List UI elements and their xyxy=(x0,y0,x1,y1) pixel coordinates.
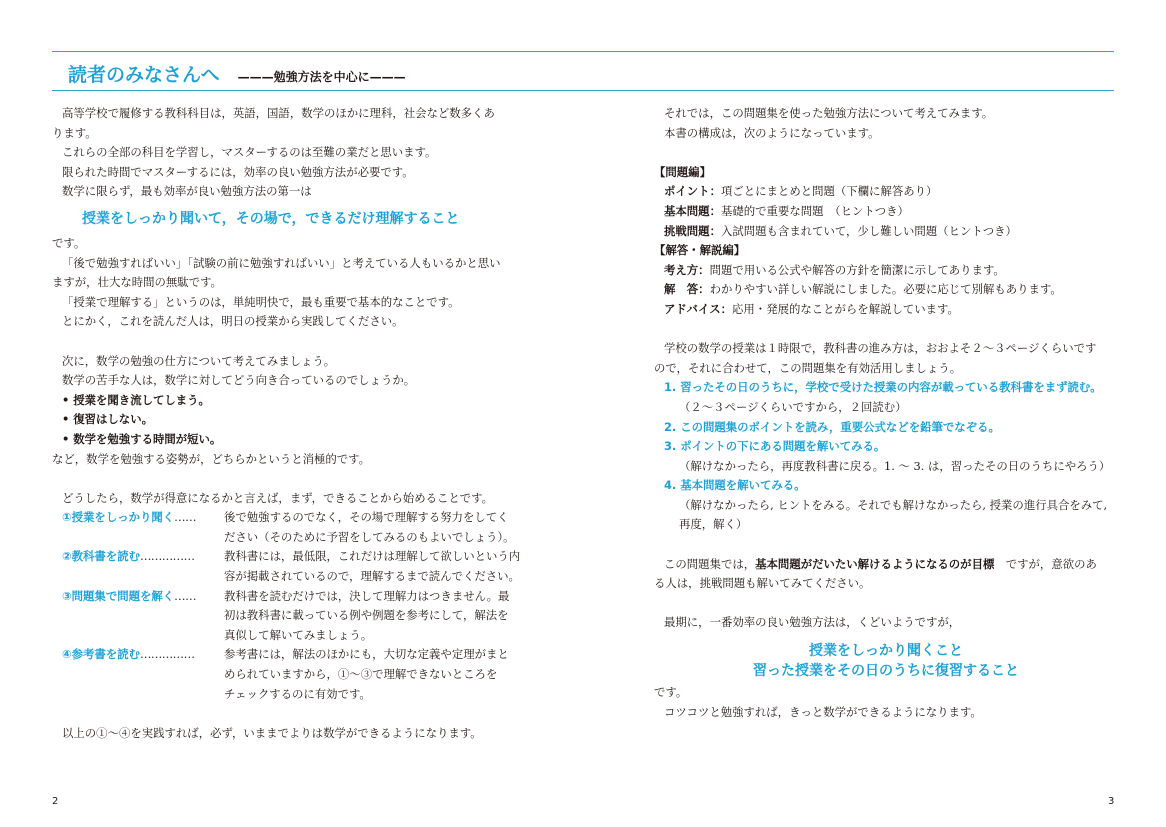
leader-dots: …… xyxy=(174,588,196,603)
study-step-text: ださい（そのために予習をしてみるのもよいでしょう）。 xyxy=(224,529,515,544)
paragraph-line: それでは，この問題集を使った勉強方法について考えてみます。 xyxy=(664,106,994,120)
bullet-item: • 復習はしない。 xyxy=(62,412,153,427)
study-step-text: チェックするのに有効です。 xyxy=(224,686,371,701)
paragraph-line: これらの全部の科目を学習し，マスターするのは至難の業だと思います。 xyxy=(62,145,437,160)
paragraph-line: 高等学校で履修する教科科目は，英語，国語，数学のほかに理科，社会など数多くあ xyxy=(62,106,495,120)
paragraph-line: 数学の苦手な人は，数学に対してどう向き合っているのでしょうか。 xyxy=(62,373,416,388)
highlight-line: 授業をしっかり聞くこと xyxy=(809,643,963,660)
study-step xyxy=(52,587,514,646)
study-step xyxy=(52,508,514,547)
paragraph-line: 本書の構成は，次のようになっています。 xyxy=(664,125,880,140)
structure-desc: 基礎的で重要な問題 （ヒントつき） xyxy=(720,203,909,218)
page-header xyxy=(68,60,406,86)
page-title: 読者のみなさんへ xyxy=(68,64,220,86)
paragraph-line: 限られた時間でマスターするには，効率の良い勉強方法が必要です。 xyxy=(62,164,414,179)
paragraph-line: 以上の①〜④を実践すれば，必ず，いままでよりは数学ができるようになります。 xyxy=(62,725,482,740)
paragraph-line: ますが，壮大な時間の無駄です。 xyxy=(52,275,222,290)
structure-item xyxy=(654,261,1118,281)
usage-step-note: （２〜３ページくらいですから，２回読む） xyxy=(679,399,907,414)
paragraph-line xyxy=(654,555,1118,575)
structure-item xyxy=(654,222,1118,242)
right-column xyxy=(654,104,1118,722)
structure-desc: 項ごとにまとめと問題（下欄に解答あり） xyxy=(720,184,938,199)
paragraph-line: 次に，数学の勉強の仕方について考えてみましょう。 xyxy=(62,353,336,368)
bullet-item: • 数学を勉強する時間が短い。 xyxy=(62,431,222,446)
paragraph-line: とにかく，これを読んだ人は，明日の授業から実践してください。 xyxy=(62,314,404,329)
paragraph-line: コツコツと勉強すれば，きっと数学ができるようになります。 xyxy=(664,704,982,719)
page-number-left: 2 xyxy=(52,796,59,807)
structure-item xyxy=(654,280,1118,300)
structure-desc: 入試問題も含まれていて，少し難しい問題（ヒントつき） xyxy=(720,223,1017,238)
study-step-label: ①授業をしっかり聞く xyxy=(62,510,175,525)
structure-term: ポイント： xyxy=(664,184,721,199)
structure-item xyxy=(654,182,1118,202)
usage-step: 3. ポイントの下にある問題を解いてみる。 xyxy=(664,439,886,454)
key-point-highlight: 授業をしっかり聞いて，その場で，できるだけ理解すること xyxy=(82,210,460,227)
goal-post: ですが，意欲のあ xyxy=(994,556,1097,571)
study-step-label: ③問題集で問題を解く xyxy=(62,588,175,603)
paragraph-line: など，数学を勉強する姿勢が，どちらかというと消極的です。 xyxy=(52,451,371,466)
paragraph-line: ので，それに合わせて，この問題集を有効活用しましょう。 xyxy=(654,360,962,375)
highlight-line: 習った授業をその日のうちに復習すること xyxy=(753,663,1019,680)
paragraph-line: る人は，挑戦問題も解いてみてください。 xyxy=(654,576,871,591)
header-bottom-rule xyxy=(52,90,1114,91)
study-step xyxy=(52,547,521,586)
left-column xyxy=(52,104,521,743)
paragraph-line: 最期に，一番効率の良い勉強方法は，くどいようですが， xyxy=(664,615,961,630)
study-step-label: ②教科書を読む xyxy=(62,549,140,564)
paragraph-line: 数学に限らず，最も効率が良い勉強方法の第一は xyxy=(62,184,312,199)
paragraph-line: 「後で勉強すればいい」「試験の前に勉強すればいい」と考えている人もいるかと思い xyxy=(62,255,501,270)
paragraph-line: 学校の数学の授業は１時限で，教科書の進み方は，おおよそ２〜３ページくらいです xyxy=(664,341,1097,356)
structure-desc: 問題で用いる公式や解答の方針を簡潔に示してあります。 xyxy=(709,262,1005,277)
study-step-text: 初は教科書に載っている例や例題を参考にして，解法を xyxy=(224,608,509,623)
paragraph-line: どうしたら，数学が得意になるかと言えば，まず，できることから始めることです。 xyxy=(62,490,494,505)
structure-desc: 応用・発展的なことがらを解説しています。 xyxy=(732,301,959,316)
usage-step: 1. 習ったその日のうちに，学校で受けた授業の内容が載っている教科書をまず読む。 xyxy=(664,380,1102,395)
study-step xyxy=(52,645,514,704)
structure-item xyxy=(654,300,1118,320)
paragraph-line: です。 xyxy=(654,685,688,700)
structure-desc: わかりやすい詳しい解説にしました。必要に応じて別解もあります。 xyxy=(709,282,1062,297)
goal-emphasis: 基本問題がだいたい解けるようになるのが目標 xyxy=(755,556,995,571)
page-subtitle: ———勉強方法を中心に——— xyxy=(237,70,406,84)
paragraph-line: ります。 xyxy=(52,125,97,140)
structure-term: 挑戦問題： xyxy=(664,223,721,238)
study-step-text: 後で勉強するのでなく，その場で理解する努力をしてく xyxy=(224,510,509,525)
header-top-rule xyxy=(52,51,1114,52)
structure-item xyxy=(654,202,1118,222)
study-step-text: められていますから，①〜③で理解できないところを xyxy=(224,667,498,682)
goal-pre: この問題集では， xyxy=(664,556,756,571)
study-step-text: 真似して解いてみましょう。 xyxy=(224,627,373,642)
structure-term: 基本問題： xyxy=(664,203,721,218)
usage-step-note: （解けなかったら, ヒントをみる。それでも解けなかったら, 授業の進行具合をみて, xyxy=(679,497,1108,512)
section-heading: 【解答・解説編】 xyxy=(654,243,746,258)
leader-dots: …… xyxy=(174,510,196,525)
usage-step: 2. この問題集のポイントを読み，重要公式などを鉛筆でなぞる。 xyxy=(664,419,1000,434)
usage-step: 4. 基本問題を解いてみる。 xyxy=(664,478,806,493)
leader-dots: …………… xyxy=(140,647,195,662)
leader-dots: …………… xyxy=(140,549,195,564)
study-step-text: 教科書を読むだけでは，決して理解力はつきません。最 xyxy=(224,588,510,603)
structure-term: 考え方： xyxy=(664,262,710,277)
structure-term: 解 答： xyxy=(664,282,710,297)
paragraph-line: 「授業で理解する」というのは，単純明快で，最も重要で基本的なことです。 xyxy=(62,294,460,309)
page-number-right: 3 xyxy=(1108,796,1115,807)
study-step-text: 教科書には，最低限，これだけは理解して欲しいという内 xyxy=(224,549,521,564)
study-step-label: ④参考書を読む xyxy=(62,647,140,662)
bullet-item: • 授業を聞き流してしまう。 xyxy=(62,392,210,407)
key-point-highlight xyxy=(654,641,1118,681)
usage-step-note: 再度，解く） xyxy=(679,517,748,532)
usage-step-note: （解けなかったら，再度教科書に戻る。1. 〜 3. は，習ったその日のうちにやろう） xyxy=(679,458,1111,473)
study-step-text: 容が掲載されているので，理解するまで読んでください。 xyxy=(224,569,520,584)
structure-term: アドバイス： xyxy=(664,301,733,316)
study-step-text: 参考書には，解法のほかにも，大切な定義や定理がまと xyxy=(224,647,509,662)
paragraph-line: です。 xyxy=(52,235,86,250)
section-heading: 【問題編】 xyxy=(654,164,711,179)
